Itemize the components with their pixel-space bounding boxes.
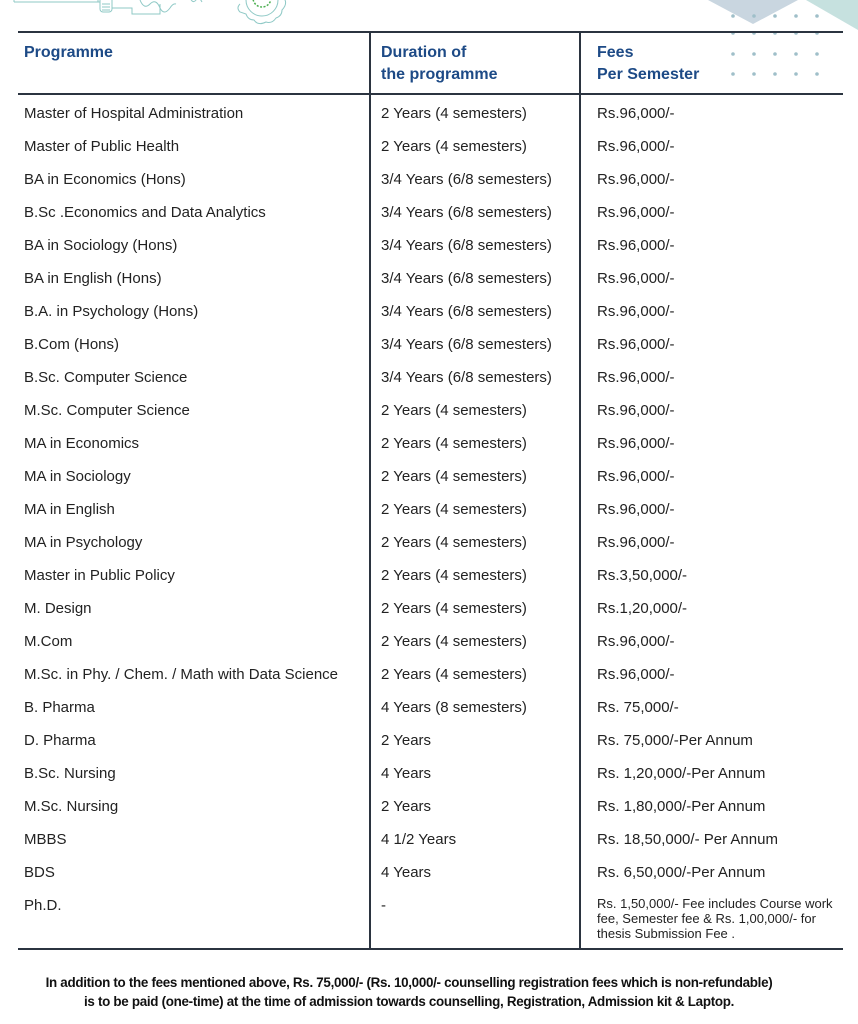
fees-cell: Rs. 1,80,000/-Per Annum (580, 790, 843, 823)
duration-cell: - (370, 889, 580, 949)
header-programme (18, 32, 370, 94)
programme-cell: B.Sc .Economics and Data Analytics (24, 204, 266, 221)
programme-cell: D. Pharma (24, 732, 96, 749)
duration-cell: 3/4 Years (6/8 semesters) (370, 163, 580, 196)
admission-fee-note-line-2: is to be paid (one-time) at the time of admission towards counselling, Registration, Admission kit & Laptop. (83, 994, 735, 1009)
duration-cell: 2 Years (4 semesters) (370, 130, 580, 163)
duration-cell: 2 Years (4 semesters) (370, 493, 580, 526)
programme-cell: MA in Economics (24, 435, 140, 452)
duration-cell: 2 Years (4 semesters) (370, 592, 580, 625)
table-row (18, 328, 843, 361)
duration-cell: 2 Years (4 semesters) (370, 625, 580, 658)
programme-cell: Master in Public Policy (24, 567, 175, 584)
table-row (18, 658, 843, 691)
duration-cell: 4 Years (370, 757, 580, 790)
fees-cell: Rs.1,20,000/- (580, 592, 843, 625)
table-row (18, 196, 843, 229)
table-row (18, 130, 843, 163)
duration-cell: 4 Years (8 semesters) (370, 691, 580, 724)
fees-cell: Rs.96,000/- (580, 295, 843, 328)
fees-cell: Rs.96,000/- (580, 229, 843, 262)
admission-fee-note-line-1: In addition to the fees mentioned above, Rs. 75,000/- (Rs. 10,000/- counselling registration fees which is non-refundable) (45, 975, 773, 990)
table-row (18, 229, 843, 262)
fees-cell: Rs.96,000/- (580, 94, 843, 130)
duration-cell: 2 Years (4 semesters) (370, 427, 580, 460)
table-row (18, 427, 843, 460)
header-duration (370, 32, 580, 94)
header-fees-line-2: Per Semester (597, 66, 700, 83)
header-duration-line-1: Duration of (381, 44, 467, 61)
programme-cell: M.Sc. Computer Science (24, 402, 190, 419)
table-row (18, 724, 843, 757)
duration-cell: 2 Years (4 semesters) (370, 559, 580, 592)
header-programme-line: Programme (24, 44, 113, 61)
fees-cell: Rs.3,50,000/- (580, 559, 843, 592)
duration-cell: 2 Years (4 semesters) (370, 394, 580, 427)
table-row (18, 460, 843, 493)
header-fees-line-1: Fees (597, 44, 634, 61)
programme-cell: Master of Public Health (24, 138, 180, 155)
header-fees (580, 32, 843, 94)
fees-cell: Rs.96,000/- (580, 262, 843, 295)
programme-cell: B.A. in Psychology (Hons) (24, 303, 199, 320)
fees-cell: Rs.96,000/- (580, 361, 843, 394)
duration-cell: 3/4 Years (6/8 semesters) (370, 196, 580, 229)
table-row (18, 625, 843, 658)
fees-cell: Rs. 75,000/-Per Annum (580, 724, 843, 757)
programme-cell: B.Com (Hons) (24, 336, 120, 353)
table-row (18, 559, 843, 592)
programme-cell: MBBS (24, 831, 67, 848)
admission-fee-note (0, 973, 818, 1011)
table-row (18, 592, 843, 625)
programme-cell: Master of Hospital Administration (24, 105, 244, 122)
fee-table (18, 31, 843, 950)
programme-cell: M.Sc. in Phy. / Chem. / Math with Data Science (24, 666, 339, 683)
programme-cell: M. Design (24, 600, 92, 617)
programme-cell: BA in Economics (Hons) (24, 171, 186, 188)
duration-cell: 2 Years (4 semesters) (370, 526, 580, 559)
fees-cell: Rs. 75,000/- (580, 691, 843, 724)
fees-cell: Rs.96,000/- (580, 625, 843, 658)
programme-cell: M.Sc. Nursing (24, 798, 119, 815)
fees-cell: Rs.96,000/- (580, 130, 843, 163)
table-row (18, 889, 843, 949)
programme-cell: B. Pharma (24, 699, 95, 716)
duration-cell: 2 Years (370, 790, 580, 823)
fees-cell: Rs. 1,20,000/-Per Annum (580, 757, 843, 790)
table-row (18, 94, 843, 130)
duration-cell: 3/4 Years (6/8 semesters) (370, 361, 580, 394)
programme-cell: BA in Sociology (Hons) (24, 237, 178, 254)
fees-cell: Rs.96,000/- (580, 328, 843, 361)
table-row (18, 493, 843, 526)
header-duration-line-2: the programme (381, 66, 498, 83)
fees-cell: Rs.96,000/- (580, 427, 843, 460)
duration-cell: 2 Years (4 semesters) (370, 460, 580, 493)
duration-cell: 3/4 Years (6/8 semesters) (370, 229, 580, 262)
fees-cell: Rs.96,000/- (580, 493, 843, 526)
programme-cell: MA in English (24, 501, 115, 518)
table-row (18, 394, 843, 427)
fees-cell: Rs. 1,50,000/- Fee includes Course work fee, Semester fee & Rs. 1,00,000/- for thesis Submission Fee . (580, 889, 843, 949)
table-row (18, 790, 843, 823)
duration-cell: 3/4 Years (6/8 semesters) (370, 262, 580, 295)
table-row (18, 526, 843, 559)
fee-table-body (18, 94, 843, 949)
duration-cell: 2 Years (4 semesters) (370, 658, 580, 691)
fees-cell: Rs.96,000/- (580, 526, 843, 559)
fee-table-header (18, 32, 843, 94)
duration-cell: 3/4 Years (6/8 semesters) (370, 328, 580, 361)
fees-cell: Rs.96,000/- (580, 196, 843, 229)
fees-cell: Rs. 18,50,000/- Per Annum (580, 823, 843, 856)
fees-cell: Rs.96,000/- (580, 394, 843, 427)
table-row (18, 691, 843, 724)
header-row (18, 32, 843, 94)
duration-cell: 2 Years (4 semesters) (370, 94, 580, 130)
duration-cell: 2 Years (370, 724, 580, 757)
fees-cell: Rs.96,000/- (580, 163, 843, 196)
programme-cell: B.Sc. Nursing (24, 765, 116, 782)
table-row (18, 856, 843, 889)
table-row (18, 361, 843, 394)
fees-cell: Rs. 6,50,000/-Per Annum (580, 856, 843, 889)
table-row (18, 823, 843, 856)
programme-cell: Ph.D. (24, 897, 62, 914)
programme-cell: MA in Psychology (24, 534, 143, 551)
table-row (18, 262, 843, 295)
duration-cell: 4 1/2 Years (370, 823, 580, 856)
programme-cell: MA in Sociology (24, 468, 131, 485)
programme-cell: M.Com (24, 633, 73, 650)
programme-cell: BDS (24, 864, 55, 881)
programme-cell: B.Sc. Computer Science (24, 369, 188, 386)
table-row (18, 757, 843, 790)
table-row (18, 295, 843, 328)
duration-cell: 3/4 Years (6/8 semesters) (370, 295, 580, 328)
table-row (18, 163, 843, 196)
gears-decoration-icon (0, 0, 300, 30)
programme-cell: BA in English (Hons) (24, 270, 162, 287)
fees-cell: Rs.96,000/- (580, 460, 843, 493)
duration-cell: 4 Years (370, 856, 580, 889)
fees-cell: Rs.96,000/- (580, 658, 843, 691)
